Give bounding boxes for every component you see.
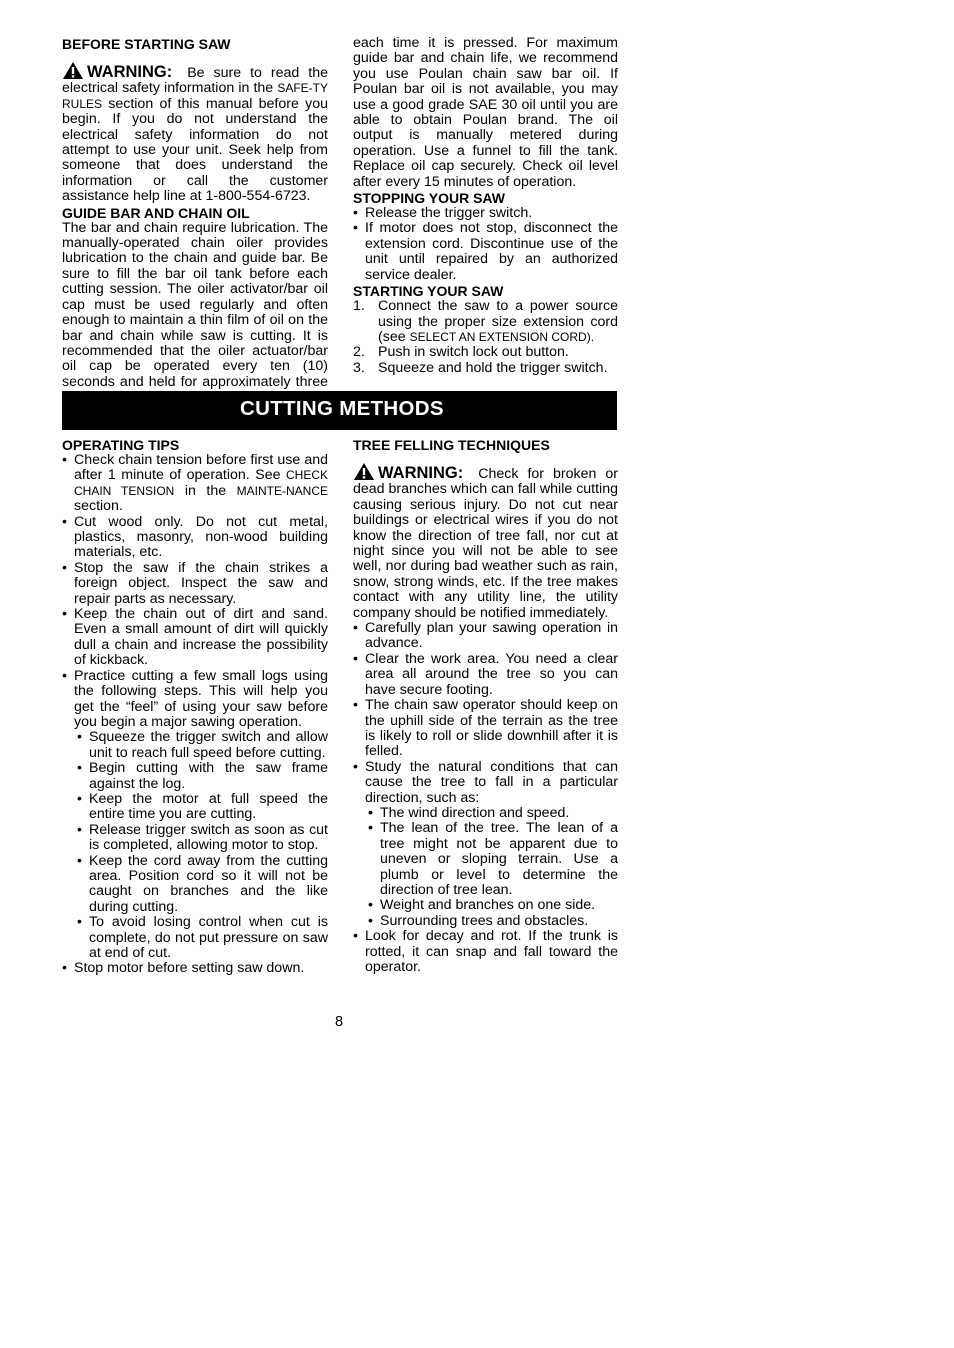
list-item: • Squeeze the trigger switch and allow unit to reach full speed before cutting. [62,730,328,761]
list-item: • Study the natural conditions that can cause the tree to fall in a particular direction, such as: [353,760,618,806]
list-item [353,299,618,345]
warning-text-2: section of this manual before you begin. If you do not understand the electrical safety information do not attempt to use your unit. Seek help from someone that does understand the information or call the customer assistance help line at 1-800-554-6723. [62,95,328,205]
practice-steps-list [62,730,328,961]
guide-bar-text-cont: each time it is pressed. For maximum guide bar and chain life, we recommend you use Poulan chain saw bar oil. If Poulan bar oil is not available, you may use a good grade SAE 30 oil until you are able to obtain Poulan brand. The oil output is manually metered during operation. Use a funnel to fill the tank. Replace oil cap securely. Check oil level after every 15 minutes of operation. [353,35,618,190]
list-item: • Begin cutting with the saw frame against the log. [62,761,328,792]
list-item: • Surrounding trees and obstacles. [353,914,618,929]
chain-tension-ref: CHECK CHAIN TENSION [74,468,328,498]
warning-paragraph [62,58,328,205]
maintenance-ref: MAINTE-NANCE [236,483,328,498]
tip-text: in the [184,482,227,499]
natural-conditions-list [353,806,618,929]
list-item [62,453,328,515]
left-top-column [62,36,328,406]
list-item: • Stop the saw if the chain strikes a foreign object. Inspect the saw and repair parts as necessary. [62,561,328,607]
felling-list-end [353,929,618,975]
list-item: • Look for decay and rot. If the trunk is rotted, it can snap and fall toward the operator. [353,929,618,975]
step-number: 1. [353,298,365,315]
heading-operating-tips: OPERATING TIPS [62,437,180,453]
section-title: CUTTING METHODS [240,397,444,420]
warning-label: WARNING: [378,464,464,482]
safety-rules-ref: SAFE-TY RULES [62,81,328,111]
list-item: • Weight and branches on one side. [353,898,618,913]
list-item: • Release trigger switch as soon as cut is completed, allowing motor to stop. [62,823,328,854]
step-text: Push in switch lock out button. [378,344,569,361]
step-number: 2. [353,344,365,361]
warning-triangle-icon [353,462,375,481]
felling-list [353,621,618,806]
list-item: • To avoid losing control when cut is complete, do not put pressure on saw at end of cut. [62,915,328,961]
guide-bar-text: The bar and chain require lubrication. The manually-operated chain oiler provides lubrication to the chain and guide bar. Be sure to fill the bar oil tank before each cutting session. The oiler activator/bar oil cap must be used regularly and often enough to maintain a thin film of oil on the bar and chain while saw is cutting. It is recommended that the oiler actuator/bar oil cap be operated every ten (10) seconds and held for approximately three [62,219,328,390]
felling-warning-paragraph [353,459,618,621]
page-number: 8 [335,1014,344,1030]
list-item: • Keep the motor at full speed the entire time you are cutting. [62,792,328,823]
list-item: • Keep the chain out of dirt and sand. Even a small amount of dirt will quickly dull a chain and increase the possibility of kickback. [62,607,328,669]
starting-list [353,299,618,376]
list-item: • Carefully plan your sawing operation in advance. [353,621,618,652]
step-text: Squeeze and hold the trigger switch. [378,359,608,376]
list-item: • The lean of the tree. The lean of a tree might not be apparent due to uneven or sloping terrain. Use a plumb or level to determine the direction of tree lean. [353,821,618,898]
stopping-list [353,206,618,283]
tip-text: section. [74,498,123,515]
list-item: • Keep the cord away from the cutting area. Position cord so it will not be caught on branches and the like during cutting. [62,854,328,916]
list-item: • If motor does not stop, disconnect the extension cord. Discontinue use of the unit until repaired by an authorized service dealer. [353,221,618,283]
heading-before-starting: BEFORE STARTING SAW [62,36,231,52]
list-item: • The chain saw operator should keep on the uphill side of the terrain as the tree is likely to roll or slide downhill after it is felled. [353,698,618,760]
heading-starting: STARTING YOUR SAW [353,283,504,300]
extension-cord-ref: SELECT AN EXTENSION CORD). [409,329,595,344]
list-item: • Clear the work area. You need a clear area all around the tree so you can have secure footing. [353,652,618,698]
list-item: • Stop motor before setting saw down. [62,961,328,976]
tip-text: Check chain tension before first use and after 1 minute of operation. See [74,452,328,484]
warning-label: WARNING: [87,63,173,81]
step-number: 3. [353,359,365,376]
list-item: • Practice cutting a few small logs using the following steps. This will help you get the “feel” of using your saw before you begin a major sawing operation. [62,669,328,731]
list-item: • The wind direction and speed. [353,806,618,821]
warning-text: Check for broken or dead branches which can fall while cutting causing serious injury. Do not cut near buildings or electrical wires if you do not know the direction of tree fall, nor cut at night since you will not be able to see well, nor during bad weather such as rain, snow, strong winds, etc. If the tree makes contact with any utility line, the utility company should be notified immediately. [353,466,618,621]
warning-triangle-icon [62,61,84,80]
list-item: • Cut wood only. Do not cut metal, plastics, masonry, non-wood building materials, etc. [62,515,328,561]
list-item [353,361,618,376]
warning-text: Be sure to read the electrical safety information in the [62,65,328,97]
section-banner [62,391,617,430]
operating-tips-list [62,453,328,730]
heading-stopping: STOPPING YOUR SAW [353,190,505,207]
operating-tips-list-end [62,961,328,976]
tree-felling-column [353,437,618,975]
operating-tips-column [62,437,328,977]
list-item [353,345,618,360]
step-text: Connect the saw to a power source using the proper size extension cord (see [378,298,618,345]
right-top-column [353,36,618,376]
list-item: • Release the trigger switch. [353,206,618,221]
heading-guide-bar: GUIDE BAR AND CHAIN OIL [62,204,250,221]
heading-tree-felling: TREE FELLING TECHNIQUES [353,437,550,453]
